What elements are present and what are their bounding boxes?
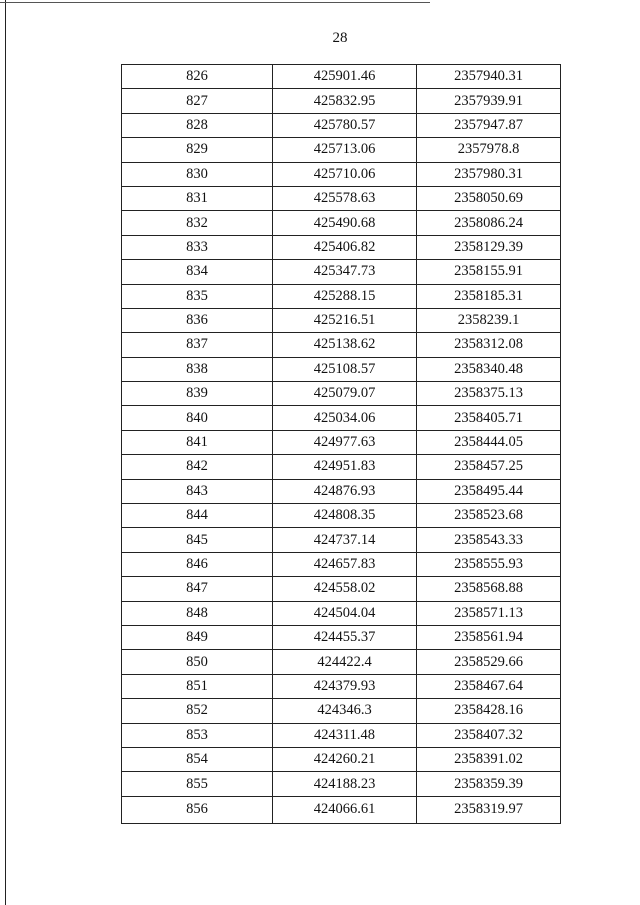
y-coordinate-cell: 2358185.31: [417, 284, 561, 308]
x-coordinate-cell: 425108.57: [273, 357, 417, 381]
table-row: [122, 650, 561, 674]
table-row: [122, 504, 561, 528]
y-coordinate-cell: 2358375.13: [417, 382, 561, 406]
table-row: [122, 674, 561, 698]
x-coordinate-cell: 424379.93: [273, 674, 417, 698]
x-coordinate-cell: 424346.3: [273, 699, 417, 723]
x-coordinate-cell: 425288.15: [273, 284, 417, 308]
point-number-cell: 848: [122, 601, 273, 625]
x-coordinate-cell: 424657.83: [273, 552, 417, 576]
table-row: [122, 796, 561, 823]
x-coordinate-cell: 424422.4: [273, 650, 417, 674]
y-coordinate-cell: 2358523.68: [417, 504, 561, 528]
y-coordinate-cell: 2358050.69: [417, 186, 561, 210]
x-coordinate-cell: 425780.57: [273, 113, 417, 137]
y-coordinate-cell: 2358495.44: [417, 479, 561, 503]
page-number: 28: [332, 30, 348, 46]
y-coordinate-cell: 2358457.25: [417, 455, 561, 479]
x-coordinate-cell: 424455.37: [273, 625, 417, 649]
point-number-cell: 831: [122, 186, 273, 210]
point-number-cell: 832: [122, 211, 273, 235]
x-coordinate-cell: 425034.06: [273, 406, 417, 430]
table-row: [122, 65, 561, 89]
x-coordinate-cell: 424977.63: [273, 430, 417, 454]
table-row: [122, 382, 561, 406]
y-coordinate-cell: 2358571.13: [417, 601, 561, 625]
y-coordinate-cell: 2358428.16: [417, 699, 561, 723]
table-row: [122, 552, 561, 576]
y-coordinate-cell: 2358561.94: [417, 625, 561, 649]
x-coordinate-cell: 424504.04: [273, 601, 417, 625]
x-coordinate-cell: 425216.51: [273, 308, 417, 332]
point-number-cell: 851: [122, 674, 273, 698]
x-coordinate-cell: 425901.46: [273, 65, 417, 89]
x-coordinate-cell: 425347.73: [273, 260, 417, 284]
x-coordinate-cell: 424066.61: [273, 796, 417, 823]
point-number-cell: 843: [122, 479, 273, 503]
y-coordinate-cell: 2358407.32: [417, 723, 561, 747]
table-row: [122, 772, 561, 796]
y-coordinate-cell: 2358467.64: [417, 674, 561, 698]
point-number-cell: 841: [122, 430, 273, 454]
table-row: [122, 699, 561, 723]
x-coordinate-cell: 424876.93: [273, 479, 417, 503]
x-coordinate-cell: 424188.23: [273, 772, 417, 796]
table-row: [122, 479, 561, 503]
point-number-cell: 849: [122, 625, 273, 649]
page-left-edge: [5, 0, 6, 905]
table-row: [122, 723, 561, 747]
table-row: [122, 406, 561, 430]
point-number-cell: 826: [122, 65, 273, 89]
table-row: [122, 333, 561, 357]
point-number-cell: 850: [122, 650, 273, 674]
point-number-cell: 842: [122, 455, 273, 479]
coordinates-table-body: [122, 65, 561, 824]
table-row: [122, 430, 561, 454]
y-coordinate-cell: 2358543.33: [417, 528, 561, 552]
y-coordinate-cell: 2358239.1: [417, 308, 561, 332]
point-number-cell: 852: [122, 699, 273, 723]
table-row: [122, 113, 561, 137]
point-number-cell: 844: [122, 504, 273, 528]
y-coordinate-cell: 2357978.8: [417, 138, 561, 162]
point-number-cell: 836: [122, 308, 273, 332]
point-number-cell: 834: [122, 260, 273, 284]
x-coordinate-cell: 424737.14: [273, 528, 417, 552]
point-number-cell: 835: [122, 284, 273, 308]
point-number-cell: 838: [122, 357, 273, 381]
y-coordinate-cell: 2358312.08: [417, 333, 561, 357]
point-number-cell: 837: [122, 333, 273, 357]
table-row: [122, 284, 561, 308]
table-row: [122, 528, 561, 552]
point-number-cell: 847: [122, 577, 273, 601]
x-coordinate-cell: 424311.48: [273, 723, 417, 747]
point-number-cell: 855: [122, 772, 273, 796]
y-coordinate-cell: 2358529.66: [417, 650, 561, 674]
y-coordinate-cell: 2357939.91: [417, 89, 561, 113]
table-row: [122, 260, 561, 284]
page-top-edge: [0, 2, 430, 3]
y-coordinate-cell: 2358555.93: [417, 552, 561, 576]
table-row: [122, 455, 561, 479]
point-number-cell: 856: [122, 796, 273, 823]
table-row: [122, 747, 561, 771]
table-row: [122, 89, 561, 113]
y-coordinate-cell: 2358155.91: [417, 260, 561, 284]
x-coordinate-cell: 424558.02: [273, 577, 417, 601]
x-coordinate-cell: 425406.82: [273, 235, 417, 259]
x-coordinate-cell: 425578.63: [273, 186, 417, 210]
point-number-cell: 830: [122, 162, 273, 186]
y-coordinate-cell: 2357980.31: [417, 162, 561, 186]
table-row: [122, 625, 561, 649]
y-coordinate-cell: 2358319.97: [417, 796, 561, 823]
x-coordinate-cell: 424808.35: [273, 504, 417, 528]
point-number-cell: 833: [122, 235, 273, 259]
x-coordinate-cell: 425079.07: [273, 382, 417, 406]
y-coordinate-cell: 2358359.39: [417, 772, 561, 796]
y-coordinate-cell: 2358391.02: [417, 747, 561, 771]
y-coordinate-cell: 2357947.87: [417, 113, 561, 137]
point-number-cell: 845: [122, 528, 273, 552]
table-row: [122, 308, 561, 332]
table-row: [122, 138, 561, 162]
x-coordinate-cell: 425490.68: [273, 211, 417, 235]
table-row: [122, 357, 561, 381]
table-row: [122, 162, 561, 186]
point-number-cell: 853: [122, 723, 273, 747]
x-coordinate-cell: 425710.06: [273, 162, 417, 186]
y-coordinate-cell: 2358129.39: [417, 235, 561, 259]
table-row: [122, 211, 561, 235]
x-coordinate-cell: 425713.06: [273, 138, 417, 162]
point-number-cell: 846: [122, 552, 273, 576]
y-coordinate-cell: 2357940.31: [417, 65, 561, 89]
point-number-cell: 839: [122, 382, 273, 406]
point-number-cell: 829: [122, 138, 273, 162]
y-coordinate-cell: 2358340.48: [417, 357, 561, 381]
table-row: [122, 186, 561, 210]
y-coordinate-cell: 2358444.05: [417, 430, 561, 454]
y-coordinate-cell: 2358568.88: [417, 577, 561, 601]
point-number-cell: 827: [122, 89, 273, 113]
y-coordinate-cell: 2358405.71: [417, 406, 561, 430]
coordinates-table: [121, 64, 561, 824]
x-coordinate-cell: 424260.21: [273, 747, 417, 771]
x-coordinate-cell: 425832.95: [273, 89, 417, 113]
x-coordinate-cell: 424951.83: [273, 455, 417, 479]
table-row: [122, 601, 561, 625]
point-number-cell: 854: [122, 747, 273, 771]
point-number-cell: 840: [122, 406, 273, 430]
table-row: [122, 577, 561, 601]
point-number-cell: 828: [122, 113, 273, 137]
table-row: [122, 235, 561, 259]
x-coordinate-cell: 425138.62: [273, 333, 417, 357]
y-coordinate-cell: 2358086.24: [417, 211, 561, 235]
